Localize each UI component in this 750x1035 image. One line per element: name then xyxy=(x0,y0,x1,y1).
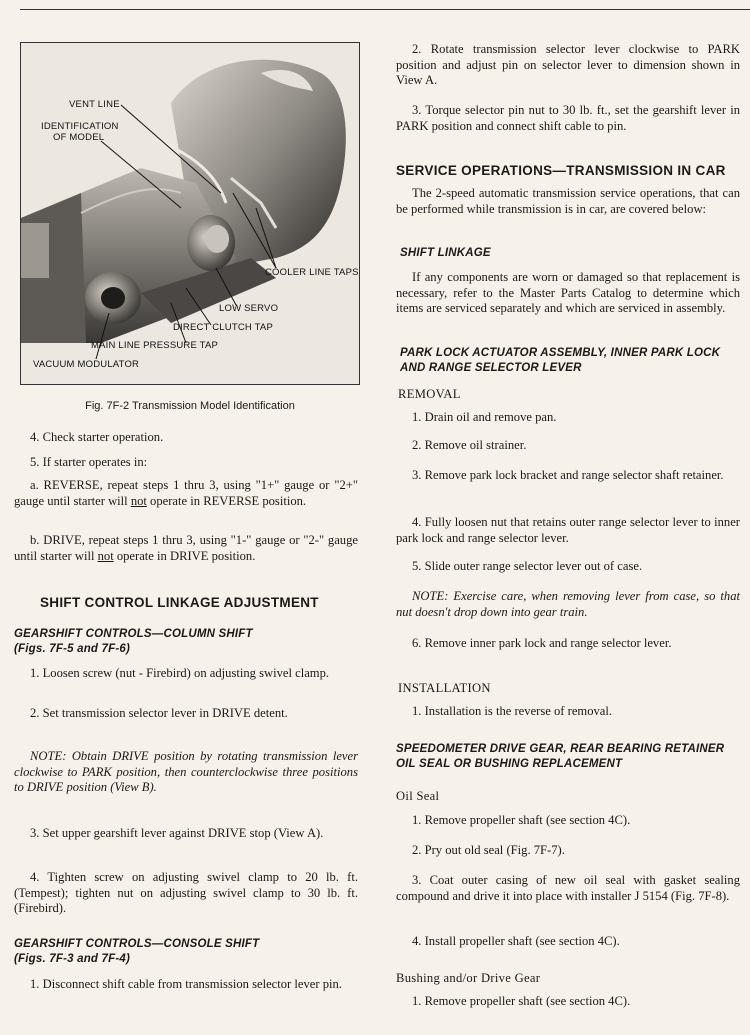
removal-step-6: 6. Remove inner park lock and range selector lever. xyxy=(412,636,672,650)
console-shift-title: GEARSHIFT CONTROLS—CONSOLE SHIFT xyxy=(14,938,260,950)
installation-step-1: 1. Installation is the reverse of removal. xyxy=(412,704,613,718)
label-vacuum-modulator: VACUUM MODULATOR xyxy=(33,359,140,370)
bushing-step-1: 1. Remove propeller shaft (see section 4C). xyxy=(412,994,631,1008)
removal-step-2: 2. Remove oil strainer. xyxy=(412,438,527,452)
console-step-3: 3. Torque selector pin nut to 30 lb. ft., set the gearshift lever in PARK position and connect shift cable to pin. xyxy=(396,103,740,133)
removal-step-4: 4. Fully loosen nut that retains outer range selector lever to inner park lock and range selector lever. xyxy=(396,515,740,545)
step-5a-text: a. REVERSE, repeat steps 1 thru 3, using "1+" gauge or "2+" gauge until starter will xyxy=(14,478,358,508)
column-shift-figs: (Figs. 7F-5 and 7F-6) xyxy=(14,643,131,655)
oil-seal-step-2: 2. Pry out old seal (Fig. 7F-7). xyxy=(412,843,565,857)
column-note: NOTE: Obtain DRIVE position by rotating transmission lever clockwise to PARK position, then counterclockwise three positions to DRIVE position (View B). xyxy=(14,749,358,794)
label-low-servo: LOW SERVO xyxy=(219,303,279,314)
step-5a xyxy=(14,478,358,509)
step-5a-not: not xyxy=(130,493,147,508)
heading-oil-seal: Oil Seal xyxy=(396,789,440,803)
console-shift-figs: (Figs. 7F-3 and 7F-4) xyxy=(14,953,131,965)
heading-installation: INSTALLATION xyxy=(398,681,491,695)
subheading-speedometer: SPEEDOMETER DRIVE GEAR, REAR BEARING RETAINER OIL SEAL OR BUSHING REPLACEMENT xyxy=(396,743,725,770)
figure-caption: Fig. 7F-2 Transmission Model Identification xyxy=(85,400,295,412)
service-intro: The 2-speed automatic transmission service operations, that can be performed while transmission is in car, are covered below: xyxy=(396,186,740,216)
label-main-line-pressure-tap: MAIN LINE PRESSURE TAP xyxy=(91,340,219,351)
removal-note: NOTE: Exercise care, when removing lever from case, so that nut doesn't drop down into gear train. xyxy=(396,589,740,619)
subheading-park-lock: PARK LOCK ACTUATOR ASSEMBLY, INNER PARK LOCK AND RANGE SELECTOR LEVER xyxy=(400,347,721,374)
top-rule xyxy=(20,9,750,10)
shift-linkage-text: If any components are worn or damaged so that replacement is necessary, refer to the Master Parts Catalog to determine which items are serviced separately and which are serviced in assembly. xyxy=(396,270,740,315)
heading-removal: REMOVAL xyxy=(398,387,461,401)
subheading-console-shift xyxy=(14,937,358,967)
section-heading-service-operations: SERVICE OPERATIONS—TRANSMISSION IN CAR xyxy=(396,163,726,178)
column-step-4: 4. Tighten screw on adjusting swivel clamp to 20 lb. ft. (Tempest); tighten nut on adjusting swivel clamp to 30 lb. ft. (Firebird). xyxy=(14,870,358,915)
transmission-figure xyxy=(20,42,360,385)
oil-seal-step-4: 4. Install propeller shaft (see section 4C). xyxy=(412,934,620,948)
label-of-model: OF MODEL xyxy=(53,132,105,143)
console-step-1: 1. Disconnect shift cable from transmission selector lever pin. xyxy=(30,977,342,991)
step-5b-not: not xyxy=(97,548,114,563)
label-cooler-line-taps: COOLER LINE TAPS xyxy=(265,267,359,278)
column-step-3: 3. Set upper gearshift lever against DRIVE stop (View A). xyxy=(30,826,324,840)
step-5: 5. If starter operates in: xyxy=(30,455,148,469)
removal-step-1: 1. Drain oil and remove pan. xyxy=(412,410,557,424)
section-heading-shift-control: SHIFT CONTROL LINKAGE ADJUSTMENT xyxy=(40,595,319,610)
subheading-shift-linkage: SHIFT LINKAGE xyxy=(400,247,491,259)
step-5b-text: b. DRIVE, repeat steps 1 thru 3, using "1-" gauge or "2-" gauge until starter will xyxy=(14,533,358,563)
console-step-2: 2. Rotate transmission selector lever clockwise to PARK position and adjust pin on selector lever to dimension shown in View A. xyxy=(396,42,740,87)
oil-seal-step-1: 1. Remove propeller shaft (see section 4C). xyxy=(412,813,631,827)
heading-bushing: Bushing and/or Drive Gear xyxy=(396,971,541,985)
removal-step-3: 3. Remove park lock bracket and range selector shaft retainer. xyxy=(412,468,724,482)
label-vent-line: VENT LINE xyxy=(69,99,120,110)
subheading-column-shift xyxy=(14,627,358,657)
step-5b-text-end: operate in DRIVE position. xyxy=(113,548,256,563)
column-step-2: 2. Set transmission selector lever in DRIVE detent. xyxy=(30,706,288,720)
oil-seal-step-3: 3. Coat outer casing of new oil seal with gasket sealing compound and drive it into place with installer J 5154 (Fig. 7F-8). xyxy=(396,873,740,903)
removal-step-5: 5. Slide outer range selector lever out of case. xyxy=(412,559,643,573)
column-step-1: 1. Loosen screw (nut - Firebird) on adjusting swivel clamp. xyxy=(30,666,330,680)
step-5b xyxy=(14,533,358,564)
step-4: 4. Check starter operation. xyxy=(30,430,164,444)
label-identification: IDENTIFICATION xyxy=(41,121,119,132)
step-5a-text-end: operate in REVERSE position. xyxy=(146,493,307,508)
label-direct-clutch-tap: DIRECT CLUTCH TAP xyxy=(173,322,273,333)
column-shift-title: GEARSHIFT CONTROLS—COLUMN SHIFT xyxy=(14,628,253,640)
